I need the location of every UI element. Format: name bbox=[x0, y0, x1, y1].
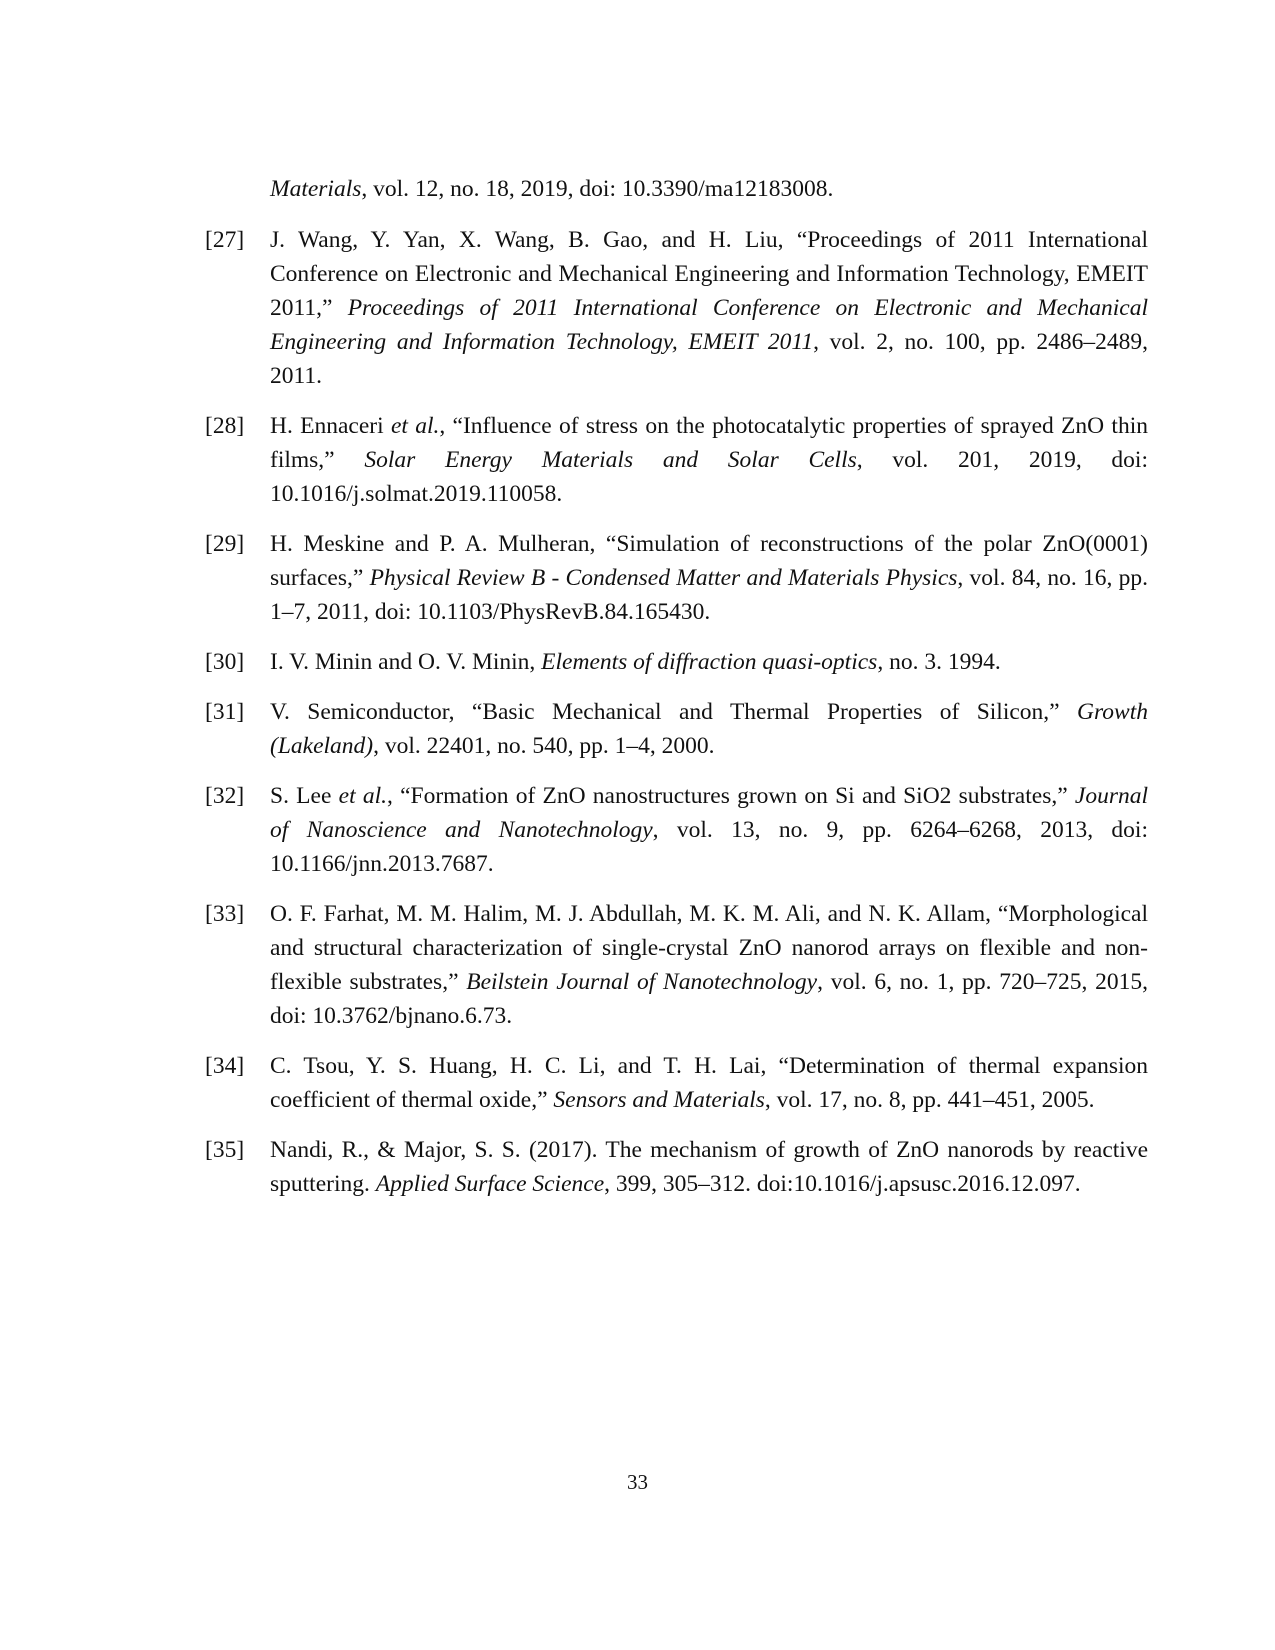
reference-continuation bbox=[270, 172, 1148, 206]
reference-entry bbox=[205, 1133, 1148, 1201]
reference-entry bbox=[205, 695, 1148, 763]
reference-text: I. V. Minin and O. V. Minin, Elements of diffraction quasi-optics, no. 3. 1994. bbox=[270, 649, 1001, 675]
reference-number: [35] bbox=[205, 1137, 245, 1163]
reference-entry bbox=[205, 645, 1148, 679]
reference-number: [30] bbox=[205, 649, 245, 675]
reference-text: J. Wang, Y. Yan, X. Wang, B. Gao, and H. Liu, “Proceedings of 2011 International Conference on Electronic and Mechanical Engineering and Information Technology, EMEIT 2011,” Proceedings of 2011 International Conference on Electronic and Mechanical Engineering and Information Technology, EMEIT 2011, vol. 2, no. 100, pp. 2486–2489, 2011. bbox=[270, 227, 1149, 389]
continuation-details: , vol. 12, no. 18, 2019, doi: 10.3390/ma12183008. bbox=[361, 176, 834, 202]
reference-text: H. Ennaceri et al., “Influence of stress on the photocatalytic properties of sprayed ZnO thin films,” Solar Energy Materials and Solar Cells, vol. 201, 2019, doi: 10.1016/j.solmat.2019.110058. bbox=[270, 413, 1148, 507]
reference-entry bbox=[205, 409, 1148, 511]
reference-entry bbox=[205, 779, 1148, 881]
reference-number: [28] bbox=[205, 413, 245, 439]
reference-entry bbox=[205, 1049, 1148, 1117]
reference-number: [32] bbox=[205, 783, 245, 809]
reference-number: [33] bbox=[205, 901, 245, 927]
reference-entry bbox=[205, 527, 1148, 629]
reference-entry bbox=[205, 223, 1148, 393]
reference-text: C. Tsou, Y. S. Huang, H. C. Li, and T. H. Lai, “Determination of thermal expansion coefficient of thermal oxide,” Sensors and Materials, vol. 17, no. 8, pp. 441–451, 2005. bbox=[270, 1053, 1148, 1113]
continuation-journal: Materials bbox=[270, 176, 362, 202]
reference-text: V. Semiconductor, “Basic Mechanical and Thermal Properties of Silicon,” Growth (Lakeland), vol. 22401, no. 540, pp. 1–4, 2000. bbox=[270, 699, 1148, 759]
reference-number: [34] bbox=[205, 1053, 245, 1079]
reference-entry bbox=[205, 897, 1148, 1033]
reference-number: [27] bbox=[205, 227, 245, 253]
reference-text: Nandi, R., & Major, S. S. (2017). The mechanism of growth of ZnO nanorods by reactive sputtering. Applied Surface Science, 399, 305–312. doi:10.1016/j.apsusc.2016.12.097. bbox=[270, 1137, 1148, 1197]
reference-number: [31] bbox=[205, 699, 245, 725]
reference-text: S. Lee et al., “Formation of ZnO nanostructures grown on Si and SiO2 substrates,” Journal of Nanoscience and Nanotechnology, vol. 13, no. 9, pp. 6264–6268, 2013, doi: 10.1166/jnn.2013.7687. bbox=[270, 783, 1148, 877]
page-number: 33 bbox=[627, 1470, 648, 1494]
reference-text: H. Meskine and P. A. Mulheran, “Simulation of reconstructions of the polar ZnO(0001) surfaces,” Physical Review B - Condensed Matter and Materials Physics, vol. 84, no. 16, pp. 1–7, 2011, doi: 10.1103/PhysRevB.84.165430. bbox=[270, 531, 1149, 625]
reference-number: [29] bbox=[205, 531, 245, 557]
reference-text: O. F. Farhat, M. M. Halim, M. J. Abdullah, M. K. M. Ali, and N. K. Allam, “Morphological and structural characterization of single-crystal ZnO nanorod arrays on flexible and non-flexible substrates,” Beilstein Journal of Nanotechnology, vol. 6, no. 1, pp. 720–725, 2015, doi: 10.3762/bjnano.6.73. bbox=[270, 901, 1148, 1029]
reference-list bbox=[205, 223, 1148, 1217]
